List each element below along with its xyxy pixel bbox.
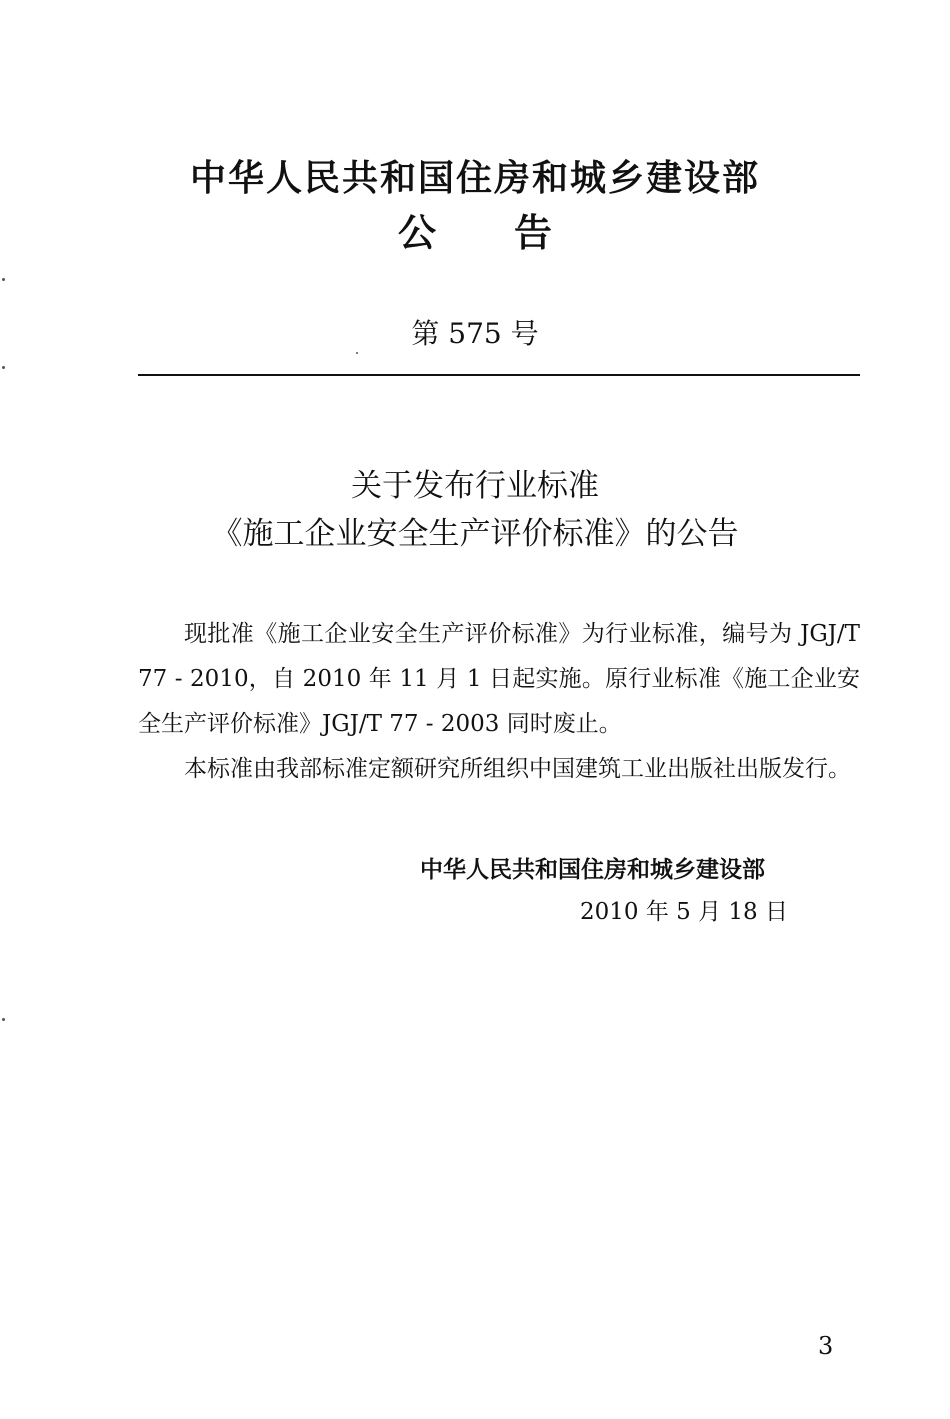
scan-speck [356, 352, 358, 354]
signature-organization: 中华人民共和国住房和城乡建设部 [420, 857, 765, 883]
ministry-title: 中华人民共和国住房和城乡建设部 [189, 157, 760, 199]
scan-speck [2, 366, 5, 369]
notice-subject [0, 462, 950, 558]
page-number: 3 [818, 1332, 834, 1360]
subject-line-2: 《施工企业安全生产评价标准》的公告 [211, 516, 739, 552]
scan-speck [2, 1018, 5, 1021]
signature-date: 2010 年 5 月 18 日 [580, 899, 788, 925]
subject-line-1: 关于发布行业标准 [351, 468, 599, 504]
header-divider [138, 374, 860, 376]
body-paragraph-2: 本标准由我部标准定额研究所组织中国建筑工业出版社出版发行。 [184, 756, 851, 782]
notice-label: 公告 [397, 210, 630, 255]
scan-speck [2, 278, 5, 281]
body-paragraph-1: 现批准《施工企业安全生产评价标准》为行业标准，编号为 JGJ/T 77 - 2010，自 2010 年 11 月 1 日起实施。原行业标准《施工企业安全生产评价标准》JGJ/T 77 - 2003 同时废止。 [138, 621, 860, 737]
notice-body [138, 612, 860, 792]
notice-number: 第 575 号 [411, 317, 539, 350]
